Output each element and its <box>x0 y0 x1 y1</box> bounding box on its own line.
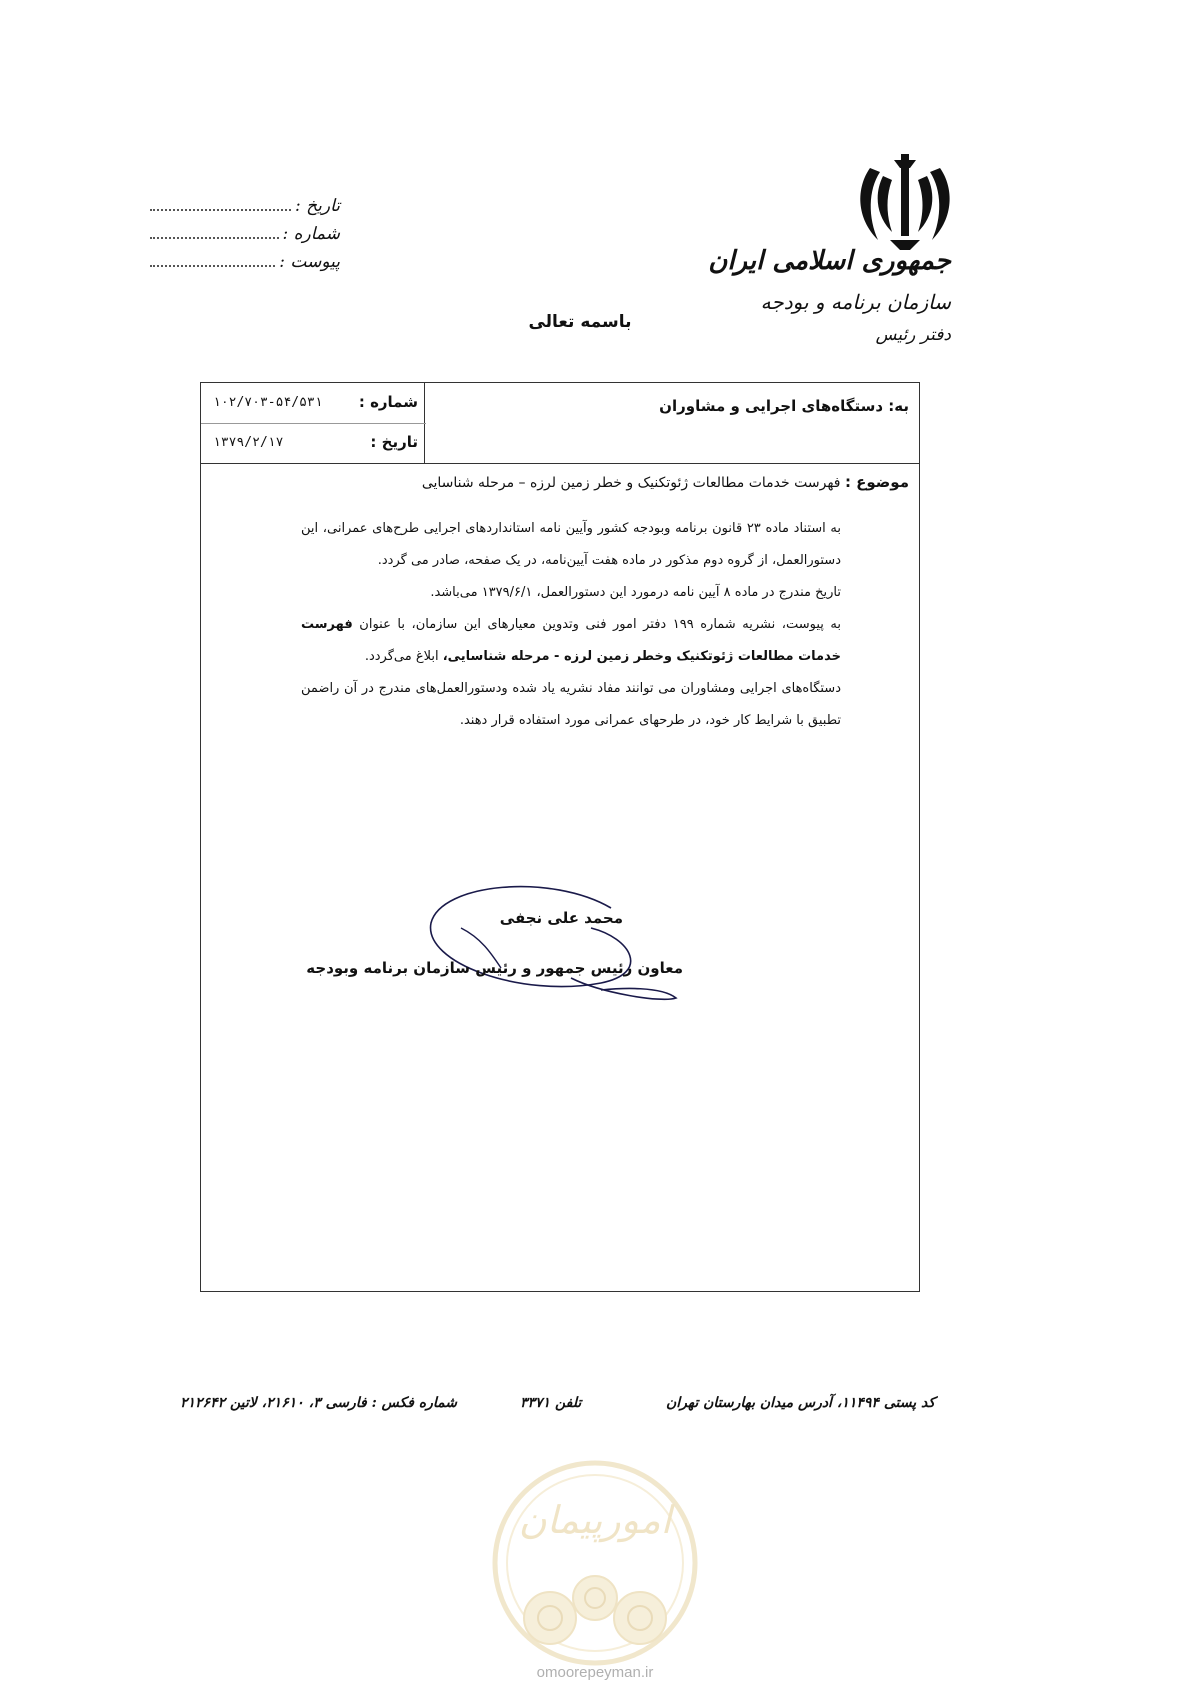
number-field <box>150 224 340 252</box>
agency-name: سازمان برنامه و بودجه <box>760 290 951 314</box>
signer-name: محمد علی نجفی <box>499 909 623 927</box>
signer-title: معاون رئیس جمهور و رئیس سازمان برنامه وبودجه <box>306 959 683 977</box>
subject-label: موضوع : <box>844 473 909 491</box>
footer-fax: شماره فکس : فارسی ۳، ۲۱۶۱۰، لاتین ۲۱۲۶۴۲ <box>180 1395 457 1411</box>
office-name: دفتر رئیس <box>875 325 951 345</box>
paragraph-3-end: ابلاغ می‌گردد. <box>364 649 439 664</box>
attachment-field-label: پیوست : <box>279 252 340 272</box>
dotted-line <box>150 197 291 211</box>
letter-number-row <box>201 383 426 424</box>
recipient-cell <box>424 383 919 463</box>
dotted-line <box>150 225 279 239</box>
letter-number-value: ۱۰۲/۷۰۳-۵۴/۵۳۱ <box>213 395 323 410</box>
paragraph-1: به استناد ماده ۲۳ قانون برنامه وبودجه کشور وآیین نامه استانداردهای اجرایی طرح‌های عمرانی، این دستورالعمل، از گروه دوم مذکور در ماده هفت آیین‌نامه، در یک صفحه، صادر می گردد. <box>301 521 842 568</box>
letter-date-label: تاریخ : <box>370 433 418 451</box>
paragraph-2: تاریخ مندرج در ماده ۸ آیین نامه درمورد این دستورالعمل، ۱۳۷۹/۶/۱ می‌باشد. <box>430 585 841 600</box>
reference-cell <box>201 383 426 463</box>
date-field <box>150 196 340 224</box>
letter-body <box>301 513 841 737</box>
handwritten-signature <box>401 868 681 1018</box>
subject-value: فهرست خدمات مطالعات ژئوتکنیک و خطر زمین لرزه – مرحله شناسایی <box>421 475 841 491</box>
watermark-site: omoorepeyman.ir <box>536 1664 654 1681</box>
footer-phone: تلفن ۳۳۷۱ <box>520 1395 582 1411</box>
paragraph-3-title: فهرست خدمات مطالعات ژئوتکنیک وخطر زمین لرزه - مرحله شناسایی، <box>301 617 841 664</box>
watermark-logo-text: امورپیمان <box>518 1498 672 1542</box>
letter-date-value: ۱۳۷۹/۲/۱۷ <box>213 435 284 450</box>
letter-date-row <box>201 423 426 463</box>
letterhead-fields <box>150 196 340 280</box>
subject-line <box>422 473 909 491</box>
number-field-label: شماره : <box>282 224 340 244</box>
letter-box <box>200 382 920 1292</box>
date-field-label: تاریخ : <box>295 196 340 216</box>
bismillah: باسمه تعالی <box>528 312 632 332</box>
paragraph-3 <box>301 609 841 673</box>
letter-number-label: شماره : <box>358 393 418 411</box>
watermark-logo <box>480 1458 710 1668</box>
dotted-line <box>150 253 275 267</box>
country-name: جمهوری اسلامی ایران <box>708 246 951 276</box>
iran-emblem-icon <box>850 148 960 258</box>
footer-address: کد پستی ۱۱۴۹۴، آدرس میدان بهارستان تهران <box>665 1395 935 1411</box>
paragraph-3-start: به پیوست، نشریه شماره ۱۹۹ دفتر امور فنی وتدوین معیارهای این سازمان، با عنوان <box>359 617 841 632</box>
paragraph-4: دستگاه‌های اجرایی ومشاوران می توانند مفاد نشریه یاد شده ودستورالعمل‌های مندرج در آن راضمن تطبیق با شرایط کار خود، در طرحهای عمرانی مورد استفاده قرار دهند. <box>301 681 841 728</box>
letter-header-row <box>201 383 919 464</box>
recipient: به: دستگاه‌های اجرایی و مشاوران <box>659 397 909 415</box>
attachment-field <box>150 252 340 280</box>
